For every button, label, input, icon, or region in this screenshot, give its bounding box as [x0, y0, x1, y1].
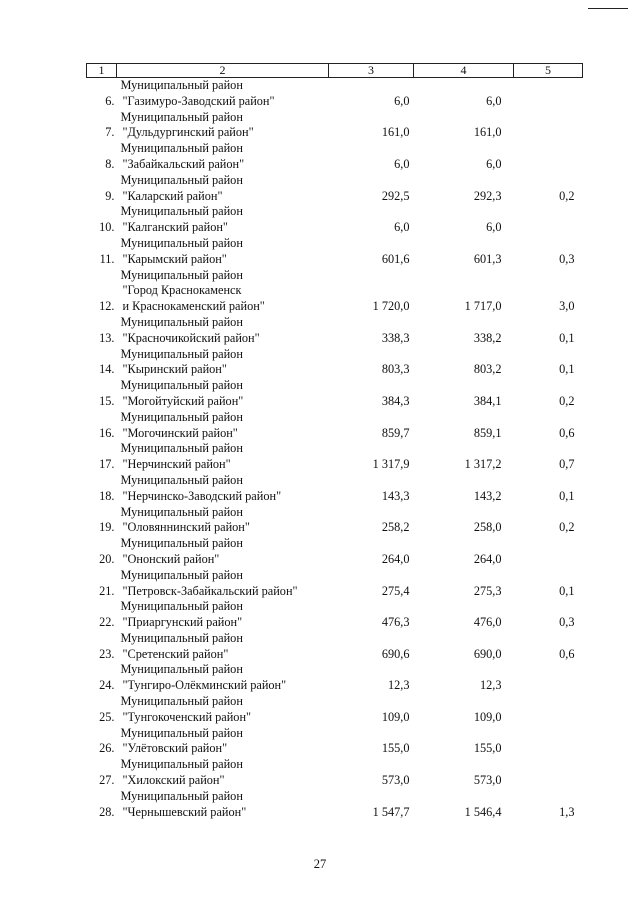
- district-name-line: Муниципальный район: [120, 441, 243, 456]
- page-number: 27: [313, 857, 327, 871]
- district-name-line: "Дульдургинский район": [122, 125, 254, 140]
- value-col-5: 0,1: [559, 583, 575, 598]
- value-col-5: 0,1: [559, 330, 575, 345]
- table-row: [87, 78, 583, 110]
- district-name: [117, 78, 329, 110]
- value-col-3: 573,0: [381, 773, 410, 788]
- table-row: [87, 473, 583, 505]
- value-col-5: 0,3: [559, 251, 575, 266]
- value-col-4: 476,0: [473, 615, 502, 630]
- header-col-4: 4: [414, 64, 514, 78]
- district-name-line: "Калганский район": [122, 220, 228, 235]
- district-name-line: "Могочинский район": [122, 425, 238, 440]
- row-number: 6.: [105, 93, 115, 108]
- district-name-line: "Кыринский район": [122, 362, 227, 377]
- value-col-4: 338,2: [473, 330, 502, 345]
- district-name-line: "Ононский район": [122, 551, 220, 566]
- value-col-5: 0,2: [559, 520, 575, 535]
- district-name-line: Муниципальный район: [120, 109, 243, 124]
- table-row: [87, 757, 583, 789]
- value-col-5: 0,6: [559, 646, 575, 661]
- table-row: [87, 141, 583, 173]
- district-name-line: Муниципальный район: [120, 630, 243, 645]
- district-name: [117, 441, 329, 473]
- row-number: 16.: [99, 425, 115, 440]
- district-name-line: "Хилокский район": [122, 773, 225, 788]
- table-row: [87, 204, 583, 236]
- value-col-5: [514, 141, 583, 173]
- row-number: 24.: [99, 678, 115, 693]
- value-col-4: 1 317,2: [464, 457, 502, 472]
- district-name-line: Муниципальный район: [120, 346, 243, 361]
- table-row: [87, 631, 583, 663]
- value-col-4: 1 717,0: [464, 299, 502, 314]
- value-col-4: 109,0: [473, 709, 502, 724]
- row-number: 8.: [105, 156, 115, 171]
- district-name-line: Муниципальный район: [120, 172, 243, 187]
- district-name-line: "Тунгиро-Олёкминский район": [122, 678, 287, 693]
- value-col-4: 6,0: [486, 156, 502, 171]
- district-name-line: и Краснокаменский район": [122, 299, 265, 314]
- district-name-line: Муниципальный район: [120, 536, 243, 551]
- table-row: [87, 441, 583, 473]
- value-col-5: [514, 78, 583, 110]
- district-name-line: "Забайкальский район": [122, 156, 245, 171]
- district-name-line: Муниципальный район: [120, 725, 243, 740]
- table-row: [87, 378, 583, 410]
- table-row: [87, 236, 583, 268]
- value-col-4: 264,0: [473, 551, 502, 566]
- table-row: [87, 110, 583, 142]
- district-name-line: Муниципальный район: [120, 314, 243, 329]
- district-name-line: "Тунгокоченский район": [122, 709, 252, 724]
- value-col-4: 6,0: [486, 93, 502, 108]
- value-col-5: 0,1: [559, 362, 575, 377]
- district-name: [117, 536, 329, 568]
- district-name-line: "Петровск-Забайкальский район": [122, 583, 298, 598]
- row-number: 15.: [99, 393, 115, 408]
- header-col-5: 5: [514, 64, 583, 78]
- table-row: [87, 268, 583, 315]
- district-name: [117, 110, 329, 142]
- district-name: [117, 599, 329, 631]
- district-name-line: "Газимуро-Заводский район": [122, 93, 275, 108]
- district-name-line: Муниципальный район: [120, 78, 243, 92]
- value-col-3: 258,2: [381, 520, 410, 535]
- district-name-line: Муниципальный район: [120, 757, 243, 772]
- value-col-3: 803,3: [381, 362, 410, 377]
- value-col-3: 690,6: [381, 646, 410, 661]
- value-col-4: 6,0: [486, 220, 502, 235]
- district-name-line: Муниципальный район: [120, 409, 243, 424]
- value-col-3: 1 317,9: [372, 457, 410, 472]
- district-name: [117, 315, 329, 347]
- district-name: [117, 141, 329, 173]
- value-col-4: 258,0: [473, 520, 502, 535]
- table-row: [87, 662, 583, 694]
- district-name-line: "Чернышевский район": [122, 804, 247, 819]
- district-name-line: "Улётовский район": [122, 741, 228, 756]
- row-number: 9.: [105, 188, 115, 203]
- value-col-4: 12,3: [479, 678, 502, 693]
- value-col-5: [514, 694, 583, 726]
- row-number: 19.: [99, 520, 115, 535]
- value-col-5: [514, 757, 583, 789]
- top-right-rule: [588, 8, 628, 9]
- value-col-3: 6,0: [394, 156, 410, 171]
- district-name-line: Муниципальный район: [120, 378, 243, 393]
- value-col-5: 0,2: [559, 188, 575, 203]
- district-name: [117, 757, 329, 789]
- row-number: 28.: [99, 804, 115, 819]
- value-col-4: 859,1: [473, 425, 502, 440]
- value-col-3: 1 720,0: [372, 299, 410, 314]
- value-col-3: 6,0: [394, 93, 410, 108]
- row-number: 25.: [99, 709, 115, 724]
- row-number: 11.: [99, 251, 115, 266]
- district-name: [117, 268, 329, 315]
- value-col-5: 0,7: [559, 457, 575, 472]
- row-number: 17.: [99, 457, 115, 472]
- header-row: [87, 64, 583, 78]
- district-name-line: Муниципальный район: [120, 472, 243, 487]
- district-name: [117, 236, 329, 268]
- value-col-5: 0,3: [559, 615, 575, 630]
- value-col-5: 0,2: [559, 393, 575, 408]
- district-name-line: "Могойтуйский район": [122, 393, 244, 408]
- district-name: [117, 726, 329, 758]
- table-row: [87, 789, 583, 821]
- value-col-4: 161,0: [473, 125, 502, 140]
- value-col-4: 292,3: [473, 188, 502, 203]
- value-col-3: 161,0: [381, 125, 410, 140]
- district-name-line: Муниципальный район: [120, 567, 243, 582]
- district-name-line: Муниципальный район: [120, 235, 243, 250]
- value-col-3: 6,0: [394, 220, 410, 235]
- header-col-1: 1: [87, 64, 117, 78]
- row-number: 7.: [105, 125, 115, 140]
- value-col-3: 1 547,7: [372, 804, 410, 819]
- district-name-line: Муниципальный район: [120, 788, 243, 803]
- header-col-2: 2: [117, 64, 329, 78]
- value-col-5: [514, 726, 583, 758]
- value-col-4: 143,2: [473, 488, 502, 503]
- value-col-3: 384,3: [381, 393, 410, 408]
- district-name-line: "Карымский район": [122, 251, 227, 266]
- district-name-line: Муниципальный район: [120, 141, 243, 156]
- value-col-4: 155,0: [473, 741, 502, 756]
- value-col-5: 0,6: [559, 425, 575, 440]
- budget-table: [86, 63, 583, 820]
- row-number: 20.: [99, 551, 115, 566]
- value-col-5: [514, 110, 583, 142]
- row-number: 22.: [99, 615, 115, 630]
- table-body: [87, 78, 583, 821]
- district-name: [117, 473, 329, 505]
- value-col-3: 338,3: [381, 330, 410, 345]
- table-row: [87, 410, 583, 442]
- value-col-4: 384,1: [473, 393, 502, 408]
- row-number: 23.: [99, 646, 115, 661]
- value-col-5: 1,3: [559, 804, 575, 819]
- district-name: [117, 347, 329, 379]
- value-col-4: 601,3: [473, 251, 502, 266]
- table-header: [87, 64, 583, 78]
- district-name-line: Муниципальный район: [120, 267, 243, 282]
- table-row: [87, 173, 583, 205]
- table-row: [87, 505, 583, 537]
- value-col-3: 155,0: [381, 741, 410, 756]
- district-name-line: "Каларский район": [122, 188, 223, 203]
- table-row: [87, 536, 583, 568]
- value-col-3: 275,4: [381, 583, 410, 598]
- table-row: [87, 694, 583, 726]
- district-name-line: Муниципальный район: [120, 694, 243, 709]
- district-name-line: Муниципальный район: [120, 599, 243, 614]
- value-col-5: 3,0: [559, 299, 575, 314]
- value-col-3: 292,5: [381, 188, 410, 203]
- district-name-line: "Нерчинский район": [122, 457, 231, 472]
- row-number: 26.: [99, 741, 115, 756]
- district-name: [117, 378, 329, 410]
- district-name: [117, 789, 329, 821]
- value-col-3: 143,3: [381, 488, 410, 503]
- district-name: [117, 505, 329, 537]
- value-col-3: 601,6: [381, 251, 410, 266]
- row-number: 12.: [99, 299, 115, 314]
- table-row: [87, 726, 583, 758]
- row-number: 21.: [99, 583, 115, 598]
- value-col-3: 859,7: [381, 425, 410, 440]
- value-col-5: [514, 536, 583, 568]
- district-name-line: "Приаргунский район": [122, 615, 243, 630]
- row-number: 18.: [99, 488, 115, 503]
- district-name: [117, 694, 329, 726]
- row-number: 13.: [99, 330, 115, 345]
- value-col-5: [514, 662, 583, 694]
- district-name: [117, 568, 329, 600]
- district-name-line: Муниципальный район: [120, 204, 243, 219]
- value-col-5: 0,1: [559, 488, 575, 503]
- district-name-line: "Сретенский район": [122, 646, 229, 661]
- row-number: 27.: [99, 773, 115, 788]
- value-col-3: 109,0: [381, 709, 410, 724]
- header-col-3: 3: [329, 64, 414, 78]
- row-number: 10.: [99, 220, 115, 235]
- table-row: [87, 315, 583, 347]
- district-name-line: Муниципальный район: [120, 504, 243, 519]
- value-col-3: 12,3: [387, 678, 410, 693]
- row-number: 14.: [99, 362, 115, 377]
- district-name-line: "Оловяннинский район": [122, 520, 250, 535]
- district-name-line: Муниципальный район: [120, 662, 243, 677]
- value-col-4: 275,3: [473, 583, 502, 598]
- district-name-line: "Город Краснокаменск: [122, 283, 242, 298]
- district-name: [117, 662, 329, 694]
- value-col-4: 690,0: [473, 646, 502, 661]
- district-name-line: "Нерчинско-Заводский район": [122, 488, 282, 503]
- value-col-3: 264,0: [381, 551, 410, 566]
- value-col-4: 1 546,4: [464, 804, 502, 819]
- value-col-3: 476,3: [381, 615, 410, 630]
- table-row: [87, 347, 583, 379]
- district-name: [117, 631, 329, 663]
- table-row: [87, 599, 583, 631]
- district-name-line: "Красночикойский район": [122, 330, 260, 345]
- value-col-5: [514, 204, 583, 236]
- district-name: [117, 204, 329, 236]
- table-row: [87, 568, 583, 600]
- district-name: [117, 410, 329, 442]
- value-col-4: 573,0: [473, 773, 502, 788]
- value-col-4: 803,2: [473, 362, 502, 377]
- district-name: [117, 173, 329, 205]
